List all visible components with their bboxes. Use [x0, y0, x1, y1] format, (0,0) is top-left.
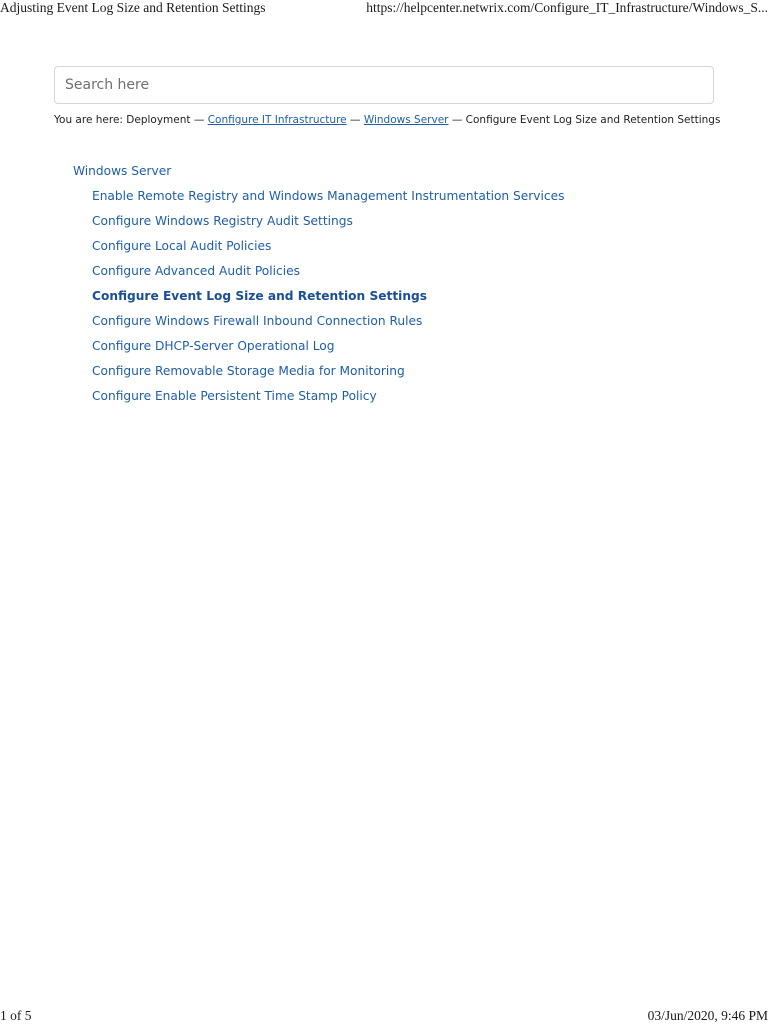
print-footer-datetime: 03/Jun/2020, 9:46 PM: [647, 1008, 768, 1023]
nav-item: [92, 262, 564, 287]
nav-item: [92, 337, 564, 362]
breadcrumb-current: Configure Event Log Size and Retention Settings: [465, 114, 721, 126]
nav-link-local-audit-policies[interactable]: Configure Local Audit Policies: [92, 239, 272, 253]
nav-item: [92, 212, 564, 237]
breadcrumb: [54, 114, 720, 126]
nav-link-enable-remote-registry[interactable]: Enable Remote Registry and Windows Management Instrumentation Services: [92, 189, 565, 203]
print-header-url: https://helpcenter.netwrix.com/Configure_IT_Infrastructure/Windows_S...: [366, 0, 768, 15]
breadcrumb-separator: —: [448, 114, 466, 126]
breadcrumb-link-configure-it-infrastructure[interactable]: Configure IT Infrastructure: [207, 114, 347, 126]
nav-parent-windows-server[interactable]: Windows Server: [73, 164, 172, 178]
nav-link-event-log-size-active[interactable]: Configure Event Log Size and Retention Settings: [92, 289, 428, 303]
nav-item: [92, 287, 564, 312]
nav-item: [92, 187, 564, 212]
nav-link-persistent-time-stamp[interactable]: Configure Enable Persistent Time Stamp Policy: [92, 389, 377, 403]
breadcrumb-prefix: You are here: Deployment: [54, 114, 191, 126]
print-header-title: Adjusting Event Log Size and Retention Settings: [0, 0, 266, 15]
nav-tree: [73, 162, 564, 412]
nav-link-firewall-inbound-rules[interactable]: Configure Windows Firewall Inbound Connection Rules: [92, 314, 423, 328]
search-box: [54, 66, 714, 104]
nav-item: [92, 362, 564, 387]
search-input[interactable]: [55, 67, 713, 103]
breadcrumb-separator: —: [346, 114, 364, 126]
nav-children-list: [73, 187, 564, 412]
breadcrumb-separator: —: [190, 114, 208, 126]
print-footer-page-indicator: 1 of 5: [0, 1008, 32, 1023]
nav-item: [92, 387, 564, 412]
nav-item: [92, 237, 564, 262]
nav-item: [92, 312, 564, 337]
nav-link-advanced-audit-policies[interactable]: Configure Advanced Audit Policies: [92, 264, 300, 278]
nav-link-registry-audit-settings[interactable]: Configure Windows Registry Audit Settings: [92, 214, 353, 228]
nav-link-dhcp-server-log[interactable]: Configure DHCP-Server Operational Log: [92, 339, 335, 353]
breadcrumb-link-windows-server[interactable]: Windows Server: [363, 114, 449, 126]
nav-link-removable-storage-media[interactable]: Configure Removable Storage Media for Monitoring: [92, 364, 405, 378]
